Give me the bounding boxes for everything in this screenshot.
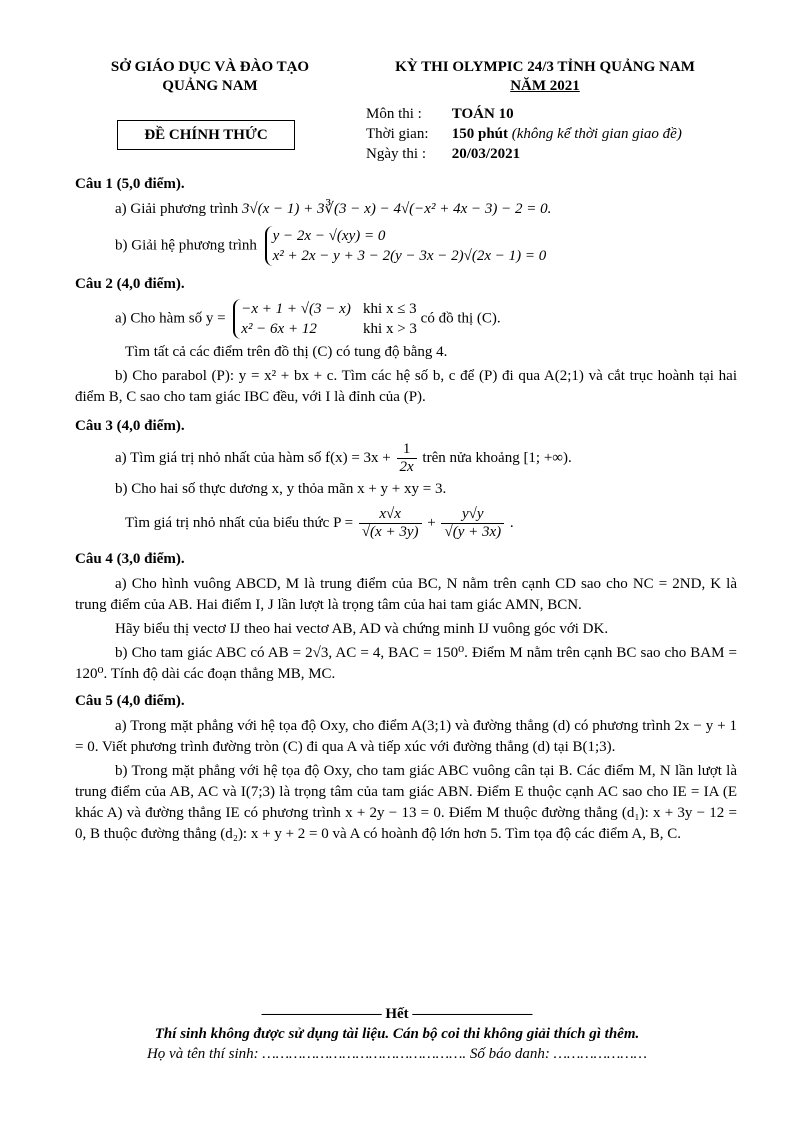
q3-b-line2 xyxy=(75,506,737,541)
subject-value: TOÁN 10 xyxy=(451,106,514,122)
q2-a xyxy=(75,299,737,339)
q3-b-pre: Tìm giá trị nhỏ nhất của biểu thức P = xyxy=(125,515,354,531)
date-row xyxy=(366,144,682,164)
q3-b-plus: + xyxy=(427,515,436,531)
q3-a-pre: a) Tìm giá trị nhỏ nhất của hàm số f(x) = 3x + xyxy=(115,450,391,466)
province-name: QUẢNG NAM xyxy=(162,78,258,94)
date-value: 20/03/2021 xyxy=(451,146,521,162)
q2-a-text: a) Cho hàm số y = xyxy=(115,310,226,327)
q5-a: a) Trong mặt phẳng với hệ tọa độ Oxy, cho điểm A(3;1) và đường thẳng (d) có phương trình 2x − y + 1 = 0. Viết phương trình đường tròn (C) đi qua A và tiếp xúc với đường thẳng (d) tại B(1;3). xyxy=(75,718,737,755)
candidate-id-line: Họ và tên thí sinh: ………………………………………. Số báo danh: ………………… xyxy=(146,1046,648,1062)
q3-a xyxy=(75,441,737,476)
q3-b-den1: √(x + 3y) xyxy=(361,524,419,540)
q3-b-end: . xyxy=(509,515,514,531)
end-marker: ———————— Hết ———————— xyxy=(261,1006,533,1022)
subject-row xyxy=(366,104,682,124)
q2-a-cond2: khi x > 3 xyxy=(363,321,417,337)
q1-b xyxy=(75,226,737,266)
exam-year: NĂM 2021 xyxy=(510,78,580,94)
q3-b-num1: x√x xyxy=(359,506,422,524)
time-row xyxy=(366,124,682,144)
subject-label: Môn thi : xyxy=(366,106,422,122)
q3-a-num: 1 xyxy=(397,441,417,459)
q1-a-text: a) Giải phương trình xyxy=(115,201,239,217)
q1-title: Câu 1 (5,0 điểm). xyxy=(75,176,185,192)
q2-b: b) Cho parabol (P): y = x² + bx + c. Tìm các hệ số b, c để (P) đi qua A(2;1) và cắt trục hoành tại hai điểm B, C sao cho tam giác IBC đều, với I là đỉnh của (P). xyxy=(75,368,737,405)
q4-b: b) Cho tam giác ABC có AB = 2√3, AC = 4, BAC = 150⁰. Điểm M nằm trên cạnh BC sao cho BAM = 120⁰. Tính độ dài các đoạn thẳng MB, MC. xyxy=(75,645,737,682)
q3-b-num2: y√y xyxy=(441,506,504,524)
q1-a xyxy=(75,199,737,220)
time-note: (không kể thời gian giao đề) xyxy=(511,126,682,142)
q3-a-den: 2x xyxy=(399,459,414,475)
date-label: Ngày thi : xyxy=(366,146,426,162)
q2-a-cond1: khi x ≤ 3 xyxy=(363,301,417,317)
department-name: SỞ GIÁO DỤC VÀ ĐÀO TẠO xyxy=(110,59,310,75)
q3-a-fraction xyxy=(397,441,417,476)
time-label: Thời gian: xyxy=(366,126,429,142)
q3-b-den2: √(y + 3x) xyxy=(444,524,502,540)
q4-a-line2: Hãy biểu thị vectơ IJ theo hai vectơ AB, AD và chứng minh IJ vuông góc với DK. xyxy=(115,621,609,637)
q1-b-eq1: y − 2x − √(xy) = 0 xyxy=(272,228,386,244)
q2-a-row1 xyxy=(241,299,417,319)
q3-b-fraction1 xyxy=(359,506,422,541)
q4-a: a) Cho hình vuông ABCD, M là trung điểm của BC, N nằm trên cạnh CD sao cho NC = 2ND, K là trung điểm của AB. Hai điểm I, J lần lượt là trọng tâm của hai tam giác AMN, BCN. xyxy=(75,576,737,613)
q1-b-text: b) Giải hệ phương trình xyxy=(115,237,257,254)
q1-b-eq2: x² + 2x − y + 3 − 2(y − 3x − 2)√(2x − 1) = 0 xyxy=(272,248,547,264)
q1-a-equation: 3√(x − 1) + 3∛(3 − x) − 4√(−x² + 4x − 3) − 2 = 0. xyxy=(241,201,552,217)
q2-a-tail: có đồ thị (C). xyxy=(420,310,501,327)
q5-b: b) Trong mặt phẳng với hệ tọa độ Oxy, cho tam giác ABC vuông cân tại B. Các điểm M, N lần lượt là trung điểm của AB, AC và I(7;3) là trọng tâm của tam giác ABN. Điểm E thuộc cạnh AC sao cho IE = IA (E khác A) và đường thẳng IE có phương trình x + 2y − 13 = 0. Điểm M thuộc đường thẳng (d₁): x + 3y − 12 = 0, B thuộc đường thẳng (d₂): x + y + 2 = 0 và A có hoành độ lớn hơn 5. Tìm tọa độ các điểm A, B, C. xyxy=(75,763,737,842)
q3-b: b) Cho hai số thực dương x, y thỏa mãn x + y + xy = 3. xyxy=(115,481,447,497)
q2-title: Câu 2 (4,0 điểm). xyxy=(75,276,185,292)
official-stamp-box: ĐỀ CHÍNH THỨC xyxy=(117,120,295,150)
q2-a-piecewise xyxy=(233,299,417,339)
exam-meta xyxy=(366,104,682,164)
q3-b-fraction2 xyxy=(441,506,504,541)
footer-note: Thí sinh không được sử dụng tài liệu. Cán bộ coi thi không giải thích gì thêm. xyxy=(154,1026,640,1042)
time-value: 150 phút xyxy=(451,126,509,142)
q2-a-row2 xyxy=(241,319,417,339)
q2-a-line2: Tìm tất cả các điểm trên đồ thị (C) có tung độ bằng 4. xyxy=(125,344,448,360)
exam-content xyxy=(75,170,737,848)
q5-title: Câu 5 (4,0 điểm). xyxy=(75,693,185,709)
q2-a-case1: −x + 1 + √(3 − x) xyxy=(241,301,351,317)
q3-title: Câu 3 (4,0 điểm). xyxy=(75,418,185,434)
q3-a-post: trên nửa khoảng [1; +∞). xyxy=(422,450,572,466)
header-left xyxy=(80,58,340,96)
q1-b-system xyxy=(265,226,547,266)
q2-a-case2: x² − 6x + 12 xyxy=(241,321,317,337)
q4-title: Câu 4 (3,0 điểm). xyxy=(75,551,185,567)
exam-name: KỲ THI OLYMPIC 24/3 TỈNH QUẢNG NAM xyxy=(395,59,695,75)
header-right xyxy=(360,58,730,96)
